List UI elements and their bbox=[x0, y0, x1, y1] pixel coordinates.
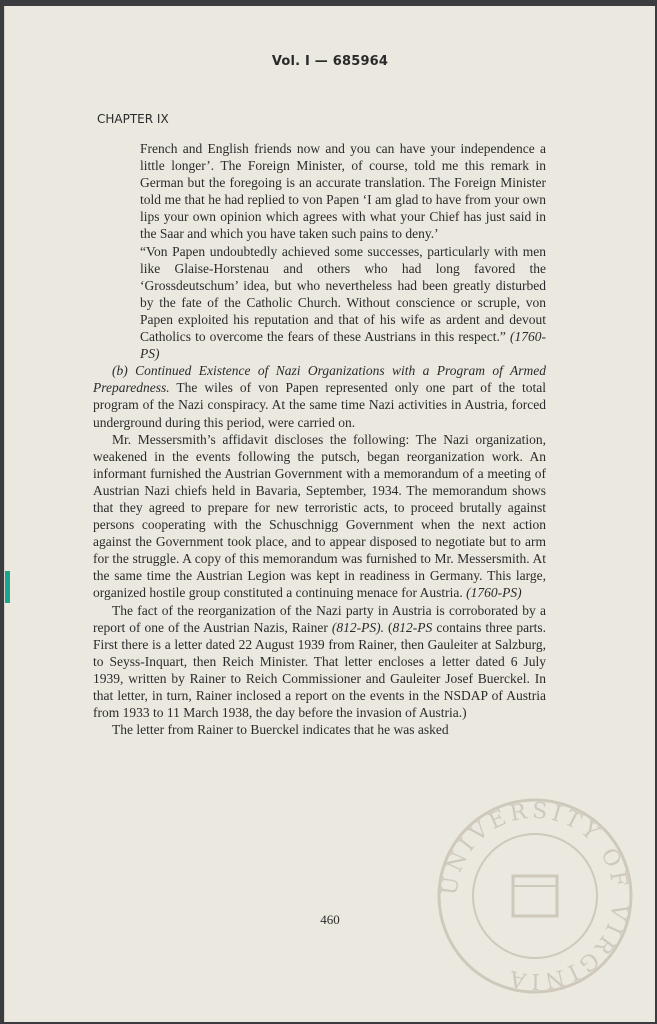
page-tab-marker bbox=[5, 571, 10, 603]
citation-ref: 812-PS bbox=[392, 619, 433, 635]
section-b-text: The wiles of von Papen represented only one part of the total program of the Nazi conspiracy. At the same time Nazi activities in Austria, forced underground during this period, were carried on. bbox=[93, 380, 546, 430]
document-page bbox=[4, 6, 655, 1022]
chapter-heading: CHAPTER IX bbox=[97, 112, 169, 126]
rainer-text-b: contains three parts. First there is a letter dated 22 August 1939 from Rainer, then Gauleiter at Salzburg, to Seyss-Inquart, then Reich Minister. That letter encloses a letter dated 6 July 1939, written by Rainer to Reich Commissioner and Gauleiter Josef Buerckel. In that letter, in turn, Rainer inclosed a report on the events in the NSDAP of Austria from 1933 to 11 March 1938, the day before the invasion of Austria.) bbox=[93, 619, 547, 721]
quote-paragraph-2-text: “Von Papen undoubtedly achieved some successes, particularly with men like Glaise-Horstenau and others who had long favored the ‘Grossdeutschum’ idea, but who nevertheless had been greatly disturbed by the fate of the Catholic Church. Without conscience or scruple, von Papen exploited his reputation and that of his wife as ardent and devout Catholics to overcome the fears of these Austrians in this respect.” bbox=[140, 243, 546, 345]
rainer-paren: ( bbox=[388, 619, 393, 635]
seal-text: UNIVERSITY OF VIRGINIA bbox=[437, 798, 633, 994]
citation-ref: (1760-PS) bbox=[140, 329, 546, 362]
page-number: 460 bbox=[320, 912, 340, 927]
rainer-paragraph bbox=[93, 602, 546, 722]
body-text bbox=[93, 140, 546, 738]
citation-ref: (812-PS). bbox=[331, 619, 384, 635]
citation-ref: (1760-PS) bbox=[466, 585, 522, 601]
university-seal-watermark bbox=[435, 796, 635, 996]
messersmith-text: Mr. Messersmith’s affidavit discloses the following: The Nazi organization, weakened in the events following the putsch, began reorganization work. An informant furnished the Austrian Government with a memorandum of a meeting of Austrian Nazi chiefs held in Bavaria, September, 1934. The memorandum shows that they agreed to prepare for new terroristic acts, to proceed brutally against persons cooperating with the Schuschnigg Government when the next action against the Government took place, and to appear disposed to negotiate but to arm for the struggle. A copy of this memorandum was furnished to Mr. Messersmith. At the same time the Austrian Legion was kept in readiness in Germany. This large, organized hostile group constituted a continuing menace for Austria. bbox=[93, 431, 546, 601]
volume-header: Vol. I — 685964 bbox=[271, 54, 389, 69]
quote-paragraph-2 bbox=[140, 243, 546, 363]
quote-paragraph-1: French and English friends now and you can have your independence a little longer’. The Foreign Minister, of course, told me this remark in German but the foregoing is an accurate translation. The Foreign Minister told me that he had replied to von Papen ‘I am glad to have from your own lips your own opinion which agrees with what your Chief has just said in the Saar and which you have taken such pains to deny.’ bbox=[140, 141, 546, 242]
last-paragraph: The letter from Rainer to Buerckel indicates that he was asked bbox=[112, 722, 449, 738]
section-b-heading: (b) Continued Existence of Nazi Organizations with a Program of Armed Preparedness. bbox=[93, 363, 546, 396]
section-b-paragraph bbox=[93, 362, 546, 430]
rainer-text-a: The fact of the reorganization of the Nazi party in Austria is corroborated by a report of one of the Austrian Nazis, Rainer bbox=[93, 602, 546, 635]
messersmith-paragraph bbox=[93, 431, 546, 602]
